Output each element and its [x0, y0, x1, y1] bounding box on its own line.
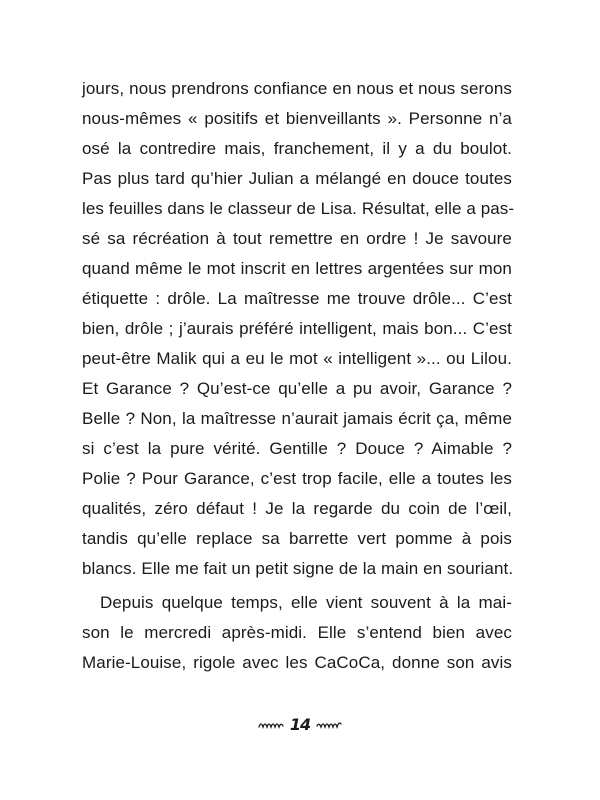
- page-footer: [0, 712, 600, 736]
- text-line: bien, drôle ; j’aurais préféré intelligent, mais bon... C’est: [82, 319, 512, 338]
- text-line: qualités, zéro défaut ! Je la regarde du coin de l’œil,: [82, 499, 512, 518]
- text-line: Marie-Louise, rigole avec les CaCoCa, donne son avis: [82, 653, 512, 672]
- text-line: Pas plus tard qu’hier Julian a mélangé en douce toutes: [82, 169, 512, 188]
- text-line: nous-mêmes « positifs et bienveillants ». Personne n’a: [82, 109, 512, 128]
- text-line: Depuis quelque temps, elle vient souvent à la mai-: [100, 593, 512, 612]
- text-line: son le mercredi après-midi. Elle s’entend bien avec: [82, 623, 512, 642]
- page-number: 14: [289, 714, 311, 734]
- text-line: blancs. Elle me fait un petit signe de la main en souriant.: [82, 559, 514, 578]
- text-line: si c’est la pure vérité. Gentille ? Douce ? Aimable ?: [82, 439, 512, 458]
- text-line: tandis qu’elle replace sa barrette vert pomme à pois: [82, 529, 512, 548]
- text-line: quand même le mot inscrit en lettres argentées sur mon: [82, 259, 512, 278]
- page-body-text: [82, 74, 515, 678]
- text-line: osé la contredire mais, franchement, il y a du boulot.: [82, 139, 512, 158]
- text-line: étiquette : drôle. La maîtresse me trouve drôle... C’est: [82, 289, 512, 308]
- text-line: les feuilles dans le classeur de Lisa. Résultat, elle a pas-: [82, 199, 515, 218]
- text-line: Et Garance ? Qu’est-ce qu’elle a pu avoir, Garance ?: [82, 379, 512, 398]
- text-line: Belle ? Non, la maîtresse n’aurait jamais écrit ça, même: [82, 409, 512, 428]
- left-squiggle-icon: [258, 718, 284, 730]
- right-squiggle-icon: [316, 718, 342, 730]
- text-line: jours, nous prendrons confiance en nous et nous serons: [82, 79, 512, 98]
- text-line: sé sa récréation à tout remettre en ordre ! Je savoure: [82, 229, 512, 248]
- text-line: Polie ? Pour Garance, c’est trop facile, elle a toutes les: [82, 469, 512, 488]
- text-line: peut-être Malik qui a eu le mot « intelligent »... ou Lilou.: [82, 349, 512, 368]
